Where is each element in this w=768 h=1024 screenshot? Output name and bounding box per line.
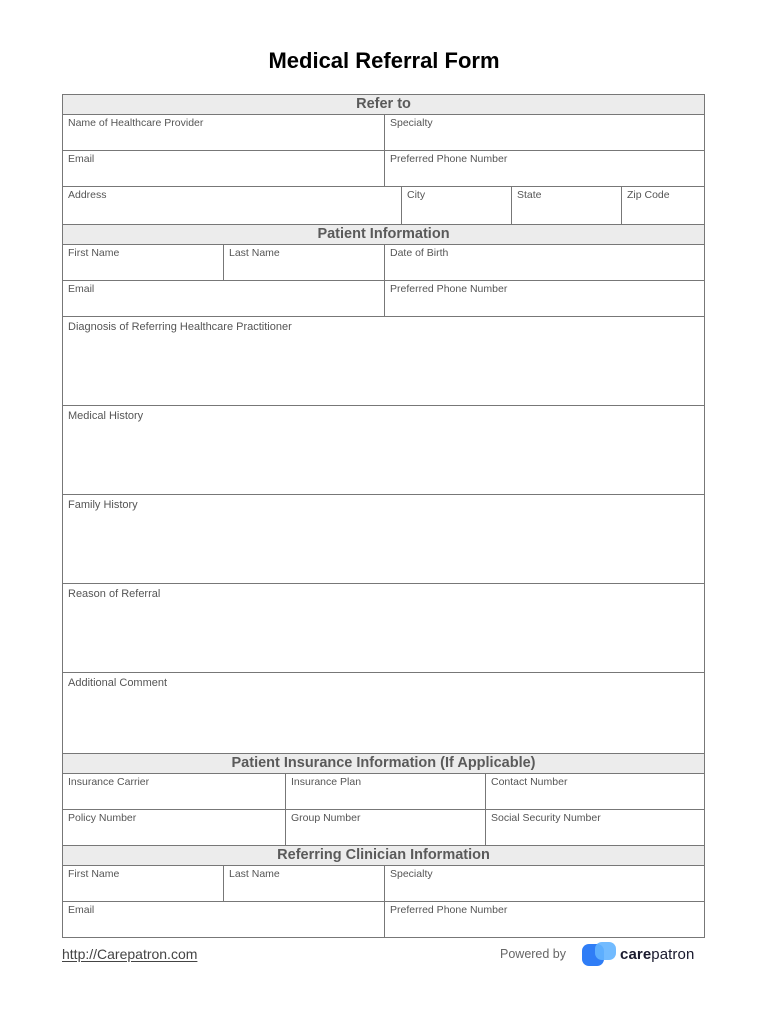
section-clinician-heading: Referring Clinician Information (63, 846, 704, 866)
form-row (63, 866, 704, 902)
form-row (63, 584, 704, 673)
insurance-contact-field[interactable]: Contact Number (491, 776, 568, 788)
section-insurance-heading: Patient Insurance Information (If Applicable) (63, 754, 704, 774)
policy-number-field[interactable]: Policy Number (63, 810, 286, 845)
form-row (63, 902, 704, 937)
form-row (63, 317, 704, 406)
patient-email-field[interactable]: Email (63, 281, 385, 316)
additional-comment-field[interactable]: Additional Comment (68, 677, 168, 689)
clinician-phone-field[interactable]: Preferred Phone Number (390, 904, 508, 916)
referral-form (62, 94, 705, 938)
brand-rest: patron (651, 945, 695, 963)
form-row (63, 673, 704, 754)
clinician-email-field[interactable]: Email (63, 902, 385, 937)
form-row (63, 774, 704, 810)
powered-by-label: Powered by (500, 947, 567, 961)
patient-dob-field[interactable]: Date of Birth (390, 247, 449, 259)
form-row (63, 115, 704, 151)
reason-of-referral-field[interactable]: Reason of Referral (68, 588, 161, 600)
refer-address-field[interactable]: Address (63, 187, 402, 224)
carepatron-link[interactable]: http://Carepatron.com (62, 946, 198, 962)
form-row (63, 810, 704, 846)
refer-specialty-field[interactable]: Specialty (390, 117, 433, 129)
section-refer-to-heading: Refer to (63, 95, 704, 115)
insurance-carrier-field[interactable]: Insurance Carrier (63, 774, 286, 809)
refer-city-field[interactable]: City (402, 187, 512, 224)
form-row (63, 495, 704, 584)
patient-phone-field[interactable]: Preferred Phone Number (390, 283, 508, 295)
group-number-field[interactable]: Group Number (286, 810, 486, 845)
medical-history-field[interactable]: Medical History (68, 410, 144, 422)
clinician-last-name-field[interactable]: Last Name (224, 866, 385, 901)
form-row (63, 281, 704, 317)
brand-wordmark (620, 946, 694, 963)
family-history-field[interactable]: Family History (68, 499, 138, 511)
ssn-field[interactable]: Social Security Number (491, 812, 601, 824)
page-title: Medical Referral Form (268, 48, 500, 73)
refer-email-field[interactable]: Email (63, 151, 385, 186)
provider-name-field[interactable]: Name of Healthcare Provider (63, 115, 385, 150)
brand-bold: care (620, 945, 652, 963)
refer-state-field[interactable]: State (512, 187, 622, 224)
carepatron-logo-icon (582, 942, 616, 966)
form-row (63, 245, 704, 281)
refer-phone-field[interactable]: Preferred Phone Number (390, 153, 508, 165)
carepatron-logo[interactable] (582, 942, 694, 966)
section-patient-heading: Patient Information (63, 225, 704, 245)
refer-zip-field[interactable]: Zip Code (627, 189, 670, 201)
form-row (63, 151, 704, 187)
patient-last-name-field[interactable]: Last Name (224, 245, 385, 280)
form-row (63, 187, 704, 225)
form-row (63, 406, 704, 495)
diagnosis-field[interactable]: Diagnosis of Referring Healthcare Practitioner (68, 321, 292, 333)
patient-first-name-field[interactable]: First Name (63, 245, 224, 280)
clinician-first-name-field[interactable]: First Name (63, 866, 224, 901)
insurance-plan-field[interactable]: Insurance Plan (286, 774, 486, 809)
clinician-specialty-field[interactable]: Specialty (390, 868, 433, 880)
